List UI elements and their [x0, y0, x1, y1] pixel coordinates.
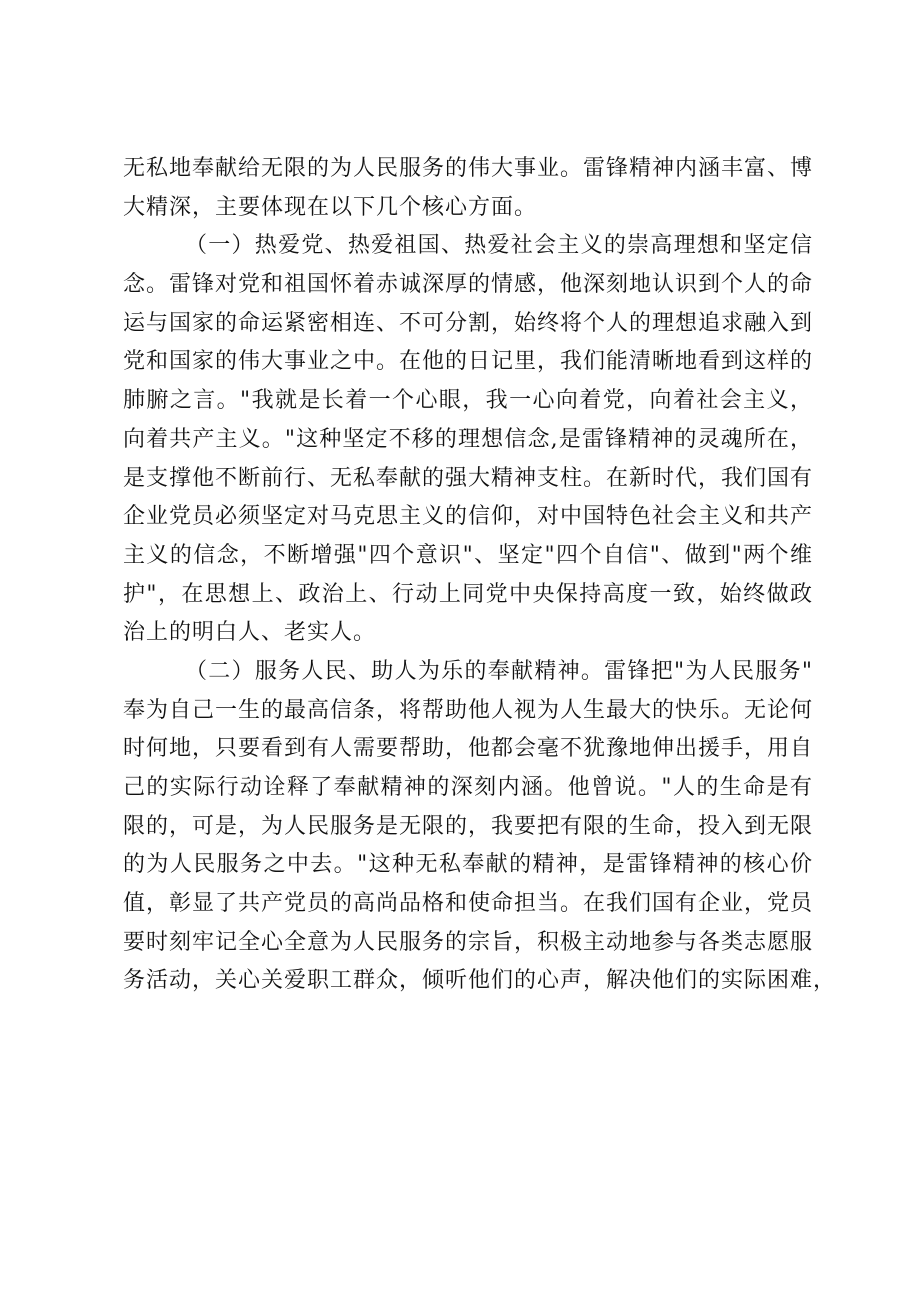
text-line: 务活动，关心关爱职工群众，倾听他们的心声，解决他们的实际困难， [123, 968, 837, 994]
text-line: 向着共产主义。"这种坚定不移的理想信念,是雷锋精神的灵魂所在， [123, 426, 813, 452]
text-line: 肺腑之言。"我就是长着一个心眼，我一心向着党，向着社会主义， [123, 388, 813, 414]
text-line: 无私地奉献给无限的为人民服务的伟大事业。雷锋精神内涵丰富、博 [123, 156, 814, 181]
text-line: 护"，在思想上、政治上、行动上同党中央保持高度一致，始终做政 [123, 581, 813, 607]
document-body [123, 150, 837, 1001]
text-line: 运与国家的命运紧密相连、不可分割，始终将个人的理想追求融入到 [123, 310, 814, 336]
text-line: 限的，可是，为人民服务是无限的，我要把有限的生命，投入到无限 [123, 813, 814, 839]
text-line: 的为人民服务之中去。"这种无私奉献的精神，是雷锋精神的核心价 [123, 852, 813, 878]
text-line: 己的实际行动诠释了奉献精神的深刻内涵。他曾说。"人的生命是有 [123, 775, 813, 800]
text-line: 是支撑他不断前行、无私奉献的强大精神支柱。在新时代，我们国有 [123, 465, 814, 491]
text-line: 党和国家的伟大事业之中。在他的日记里，我们能清晰地看到这样的 [123, 349, 814, 375]
text-line: 念。雷锋对党和祖国怀着赤诚深厚的情感，他深刻地认识到个人的命 [123, 272, 814, 298]
section-heading-line: （二）服务人民、助人为乐的奉献精神。雷锋把"为人民服务" [185, 658, 813, 684]
section-heading-line: （一）热爱党、热爱祖国、热爱社会主义的崇高理想和坚定信 [185, 233, 813, 259]
text-line: 主义的信念，不断增强"四个意识"、坚定"四个自信"、做到"两个维 [123, 542, 813, 568]
text-line: 值，彰显了共产党员的高尚品格和使命担当。在我们国有企业，党员 [123, 891, 814, 917]
text-line: 奉为自己一生的最高信条，将帮助他人视为人生最大的快乐。无论何 [123, 697, 814, 723]
text-line: 大精深，主要体现在以下几个核心方面。 [123, 194, 538, 220]
text-line: 时何地，只要看到有人需要帮助，他都会毫不犹豫地伸出援手，用自 [123, 736, 814, 762]
text-line: 要时刻牢记全心全意为人民服务的宗旨，积极主动地参与各类志愿服 [123, 929, 814, 955]
text-line: 治上的明白人、老实人。 [123, 620, 377, 646]
text-line: 企业党员必须坚定对马克思主义的信仰，对中国特色社会主义和共产 [123, 504, 814, 530]
